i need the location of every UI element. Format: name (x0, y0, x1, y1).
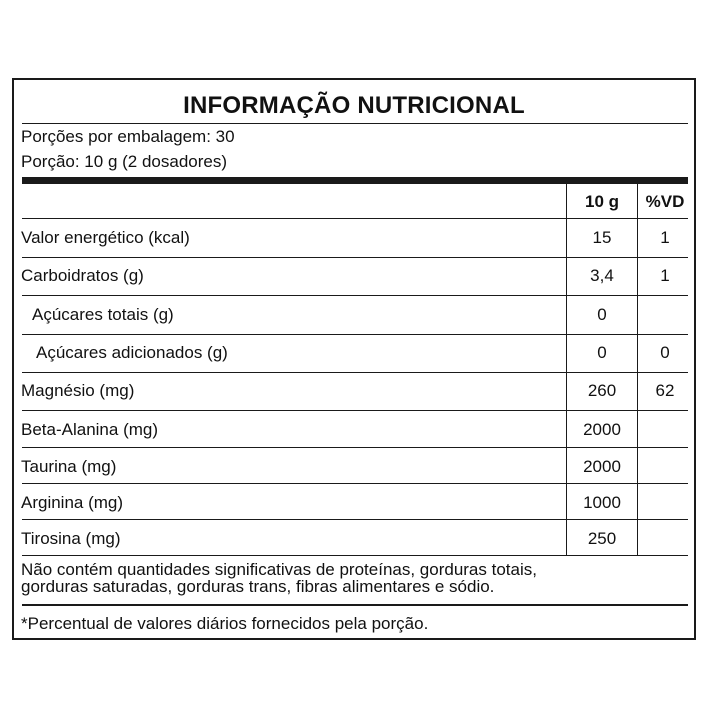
column-header-amount: 10 g (584, 192, 620, 211)
row-amount: 0 (597, 343, 607, 362)
row-amount: 260 (587, 381, 617, 400)
row-name: Tirosina (mg) (21, 529, 121, 548)
row-name: Açúcares totais (g) (32, 305, 174, 324)
column-header-vd: %VD (645, 192, 685, 211)
row-name: Beta-Alanina (mg) (21, 420, 159, 439)
row-amount: 0 (597, 305, 607, 324)
row-vd: 62 (655, 381, 675, 400)
row-name: Açúcares adicionados (g) (36, 343, 228, 362)
row-name: Magnésio (mg) (21, 381, 135, 400)
row-amount: 3,4 (590, 266, 614, 285)
disclaimer-line-2: gorduras saturadas, gorduras trans, fibras alimentares e sódio. (21, 577, 495, 596)
row-divider (22, 257, 688, 258)
label-title: INFORMAÇÃO NUTRICIONAL (183, 92, 525, 119)
divider-title (22, 123, 688, 124)
row-amount: 1000 (583, 493, 621, 512)
row-name: Carboidratos (g) (21, 266, 144, 285)
row-divider (22, 410, 688, 411)
divider-footnote (22, 604, 688, 606)
row-amount: 2000 (583, 457, 621, 476)
divider-header (22, 218, 688, 219)
divider-thick (22, 177, 688, 184)
row-divider (22, 372, 688, 373)
row-amount: 250 (587, 529, 617, 548)
row-name: Taurina (mg) (21, 457, 117, 476)
row-divider (22, 447, 688, 448)
serving-size: Porção: 10 g (2 dosadores) (21, 152, 228, 171)
row-divider (22, 334, 688, 335)
row-amount: 15 (592, 228, 612, 247)
disclaimer-line-1: Não contém quantidades significativas de proteínas, gorduras totais, (21, 560, 537, 579)
row-divider (22, 555, 688, 556)
row-amount: 2000 (583, 420, 621, 439)
row-divider (22, 519, 688, 520)
row-name: Valor energético (kcal) (21, 228, 190, 247)
footnote: *Percentual de valores diários fornecidos pela porção. (21, 614, 429, 633)
row-divider (22, 295, 688, 296)
row-vd: 0 (660, 343, 670, 362)
row-vd: 1 (660, 228, 670, 247)
nutrition-facts-panel (12, 78, 696, 640)
row-vd: 1 (660, 266, 670, 285)
row-divider (22, 483, 688, 484)
servings-per-package: Porções por embalagem: 30 (21, 127, 235, 146)
row-name: Arginina (mg) (21, 493, 124, 512)
